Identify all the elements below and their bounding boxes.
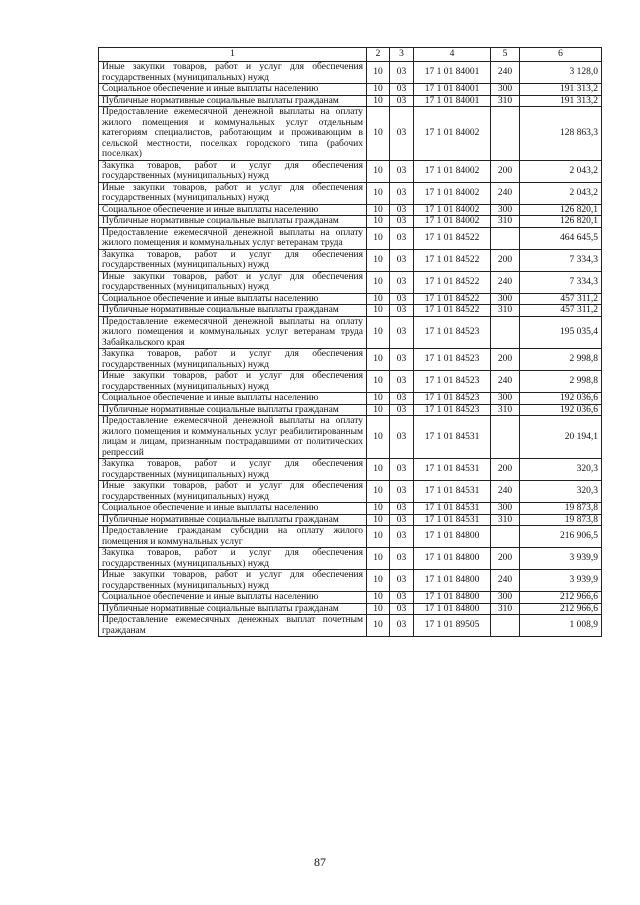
section-code-cell: 10	[367, 293, 390, 305]
amount-cell: 7 334,3	[520, 249, 602, 271]
row-name-cell: Предоставление ежемесячной денежной выплаты на оплату жилого помещения и коммунальных услуг отдельным категориям специалистов, работающим и проживающим в сельской местности, поселках городского типа (рабочих поселках)	[99, 107, 367, 161]
amount-cell: 19 873,8	[520, 514, 602, 526]
table-header-row	[99, 48, 602, 62]
expense-type-cell: 310	[491, 216, 520, 228]
target-article-cell: 17 1 01 84002	[414, 160, 491, 182]
table-row	[99, 416, 602, 459]
expense-type-cell: 300	[491, 393, 520, 405]
table-row	[99, 526, 602, 548]
table-row	[99, 216, 602, 228]
table-row	[99, 570, 602, 592]
expense-type-cell: 300	[491, 84, 520, 96]
row-name-cell: Социальное обеспечение и иные выплаты населению	[99, 84, 367, 96]
expense-type-cell	[491, 615, 520, 637]
table-row	[99, 84, 602, 96]
table-row	[99, 249, 602, 271]
subsection-code-cell: 03	[390, 393, 414, 405]
amount-cell: 212 966,6	[520, 603, 602, 615]
table-row	[99, 271, 602, 293]
row-name-cell: Публичные нормативные социальные выплаты гражданам	[99, 404, 367, 416]
subsection-code-cell: 03	[390, 349, 414, 371]
target-article-cell: 17 1 01 84002	[414, 216, 491, 228]
expense-type-cell: 310	[491, 514, 520, 526]
section-code-cell: 10	[367, 615, 390, 637]
row-name-cell: Социальное обеспечение и иные выплаты населению	[99, 204, 367, 216]
row-name-cell: Публичные нормативные социальные выплаты гражданам	[99, 603, 367, 615]
amount-cell: 464 645,5	[520, 227, 602, 249]
row-name-cell: Публичные нормативные социальные выплаты гражданам	[99, 514, 367, 526]
target-article-cell: 17 1 01 84800	[414, 592, 491, 604]
amount-cell: 3 128,0	[520, 62, 602, 84]
section-code-cell: 10	[367, 216, 390, 228]
table-row	[99, 548, 602, 570]
row-name-cell: Иные закупки товаров, работ и услуг для обеспечения государственных (муниципальных) нужд	[99, 481, 367, 503]
target-article-cell: 17 1 01 84002	[414, 107, 491, 161]
target-article-cell: 17 1 01 84531	[414, 481, 491, 503]
target-article-cell: 17 1 01 84800	[414, 603, 491, 615]
expense-type-cell: 200	[491, 349, 520, 371]
target-article-cell: 17 1 01 84531	[414, 416, 491, 459]
header-cell: 6	[520, 48, 602, 62]
subsection-code-cell: 03	[390, 615, 414, 637]
target-article-cell: 17 1 01 84523	[414, 393, 491, 405]
subsection-code-cell: 03	[390, 62, 414, 84]
row-name-cell: Иные закупки товаров, работ и услуг для обеспечения государственных (муниципальных) нужд	[99, 62, 367, 84]
subsection-code-cell: 03	[390, 514, 414, 526]
expense-type-cell: 240	[491, 182, 520, 204]
target-article-cell: 17 1 01 84522	[414, 305, 491, 317]
subsection-code-cell: 03	[390, 592, 414, 604]
table-row	[99, 603, 602, 615]
expense-type-cell: 300	[491, 503, 520, 515]
row-name-cell: Иные закупки товаров, работ и услуг для обеспечения государственных (муниципальных) нужд	[99, 182, 367, 204]
section-code-cell: 10	[367, 481, 390, 503]
row-name-cell: Предоставление ежемесячной денежной выплаты на оплату жилого помещения и коммунальных услуг ветеранам труда	[99, 227, 367, 249]
table-row	[99, 371, 602, 393]
section-code-cell: 10	[367, 570, 390, 592]
row-name-cell: Публичные нормативные социальные выплаты гражданам	[99, 305, 367, 317]
expense-type-cell	[491, 316, 520, 349]
section-code-cell: 10	[367, 271, 390, 293]
row-name-cell: Иные закупки товаров, работ и услуг для обеспечения государственных (муниципальных) нужд	[99, 271, 367, 293]
expense-type-cell	[491, 416, 520, 459]
subsection-code-cell: 03	[390, 503, 414, 515]
subsection-code-cell: 03	[390, 160, 414, 182]
target-article-cell: 17 1 01 84523	[414, 371, 491, 393]
section-code-cell: 10	[367, 416, 390, 459]
row-name-cell: Иные закупки товаров, работ и услуг для обеспечения государственных (муниципальных) нужд	[99, 570, 367, 592]
amount-cell: 191 313,2	[520, 95, 602, 107]
table-row	[99, 514, 602, 526]
expense-type-cell	[491, 227, 520, 249]
section-code-cell: 10	[367, 227, 390, 249]
section-code-cell: 10	[367, 62, 390, 84]
target-article-cell: 17 1 01 84800	[414, 548, 491, 570]
amount-cell: 1 008,9	[520, 615, 602, 637]
expense-type-cell: 300	[491, 204, 520, 216]
section-code-cell: 10	[367, 249, 390, 271]
section-code-cell: 10	[367, 514, 390, 526]
amount-cell: 192 036,6	[520, 404, 602, 416]
subsection-code-cell: 03	[390, 371, 414, 393]
amount-cell: 216 906,5	[520, 526, 602, 548]
row-name-cell: Социальное обеспечение и иные выплаты населению	[99, 503, 367, 515]
amount-cell: 457 311,2	[520, 305, 602, 317]
table-body	[99, 62, 602, 637]
subsection-code-cell: 03	[390, 603, 414, 615]
expense-type-cell: 200	[491, 160, 520, 182]
amount-cell: 2 998,8	[520, 349, 602, 371]
expense-type-cell	[491, 107, 520, 161]
table-row	[99, 393, 602, 405]
amount-cell: 20 194,1	[520, 416, 602, 459]
section-code-cell: 10	[367, 95, 390, 107]
subsection-code-cell: 03	[390, 216, 414, 228]
subsection-code-cell: 03	[390, 481, 414, 503]
amount-cell: 195 035,4	[520, 316, 602, 349]
target-article-cell: 17 1 01 89505	[414, 615, 491, 637]
section-code-cell: 10	[367, 371, 390, 393]
target-article-cell: 17 1 01 84800	[414, 526, 491, 548]
section-code-cell: 10	[367, 603, 390, 615]
section-code-cell: 10	[367, 459, 390, 481]
table-row	[99, 204, 602, 216]
section-code-cell: 10	[367, 316, 390, 349]
target-article-cell: 17 1 01 84522	[414, 249, 491, 271]
amount-cell: 212 966,6	[520, 592, 602, 604]
row-name-cell: Закупка товаров, работ и услуг для обеспечения государственных (муниципальных) нужд	[99, 548, 367, 570]
header-cell: 4	[414, 48, 491, 62]
target-article-cell: 17 1 01 84531	[414, 459, 491, 481]
table-row	[99, 227, 602, 249]
header-cell: 2	[367, 48, 390, 62]
section-code-cell: 10	[367, 107, 390, 161]
amount-cell: 3 939,9	[520, 548, 602, 570]
target-article-cell: 17 1 01 84002	[414, 182, 491, 204]
subsection-code-cell: 03	[390, 204, 414, 216]
expense-type-cell: 310	[491, 404, 520, 416]
subsection-code-cell: 03	[390, 227, 414, 249]
table-row	[99, 182, 602, 204]
row-name-cell: Социальное обеспечение и иные выплаты населению	[99, 592, 367, 604]
row-name-cell: Иные закупки товаров, работ и услуг для обеспечения государственных (муниципальных) нужд	[99, 371, 367, 393]
table-row	[99, 95, 602, 107]
table-row	[99, 107, 602, 161]
subsection-code-cell: 03	[390, 305, 414, 317]
target-article-cell: 17 1 01 84531	[414, 514, 491, 526]
subsection-code-cell: 03	[390, 182, 414, 204]
table-row	[99, 293, 602, 305]
row-name-cell: Публичные нормативные социальные выплаты гражданам	[99, 95, 367, 107]
expense-type-cell: 240	[491, 271, 520, 293]
amount-cell: 2 998,8	[520, 371, 602, 393]
section-code-cell: 10	[367, 548, 390, 570]
target-article-cell: 17 1 01 84001	[414, 84, 491, 96]
table-row	[99, 404, 602, 416]
subsection-code-cell: 03	[390, 271, 414, 293]
expense-type-cell: 240	[491, 371, 520, 393]
target-article-cell: 17 1 01 84522	[414, 227, 491, 249]
amount-cell: 2 043,2	[520, 182, 602, 204]
subsection-code-cell: 03	[390, 404, 414, 416]
expense-type-cell: 200	[491, 548, 520, 570]
amount-cell: 320,3	[520, 459, 602, 481]
amount-cell: 126 820,1	[520, 216, 602, 228]
subsection-code-cell: 03	[390, 107, 414, 161]
subsection-code-cell: 03	[390, 249, 414, 271]
expense-type-cell	[491, 526, 520, 548]
target-article-cell: 17 1 01 84522	[414, 271, 491, 293]
subsection-code-cell: 03	[390, 526, 414, 548]
section-code-cell: 10	[367, 160, 390, 182]
amount-cell: 126 820,1	[520, 204, 602, 216]
header-cell: 3	[390, 48, 414, 62]
target-article-cell: 17 1 01 84522	[414, 293, 491, 305]
expense-type-cell: 310	[491, 95, 520, 107]
section-code-cell: 10	[367, 204, 390, 216]
table-row	[99, 503, 602, 515]
subsection-code-cell: 03	[390, 416, 414, 459]
expense-type-cell: 240	[491, 62, 520, 84]
table-row	[99, 592, 602, 604]
row-name-cell: Публичные нормативные социальные выплаты гражданам	[99, 216, 367, 228]
row-name-cell: Закупка товаров, работ и услуг для обеспечения государственных (муниципальных) нужд	[99, 459, 367, 481]
header-cell: 1	[99, 48, 367, 62]
expense-type-cell: 300	[491, 592, 520, 604]
table-row	[99, 615, 602, 637]
row-name-cell: Закупка товаров, работ и услуг для обеспечения государственных (муниципальных) нужд	[99, 249, 367, 271]
expense-type-cell: 300	[491, 293, 520, 305]
amount-cell: 457 311,2	[520, 293, 602, 305]
table-row	[99, 481, 602, 503]
amount-cell: 2 043,2	[520, 160, 602, 182]
subsection-code-cell: 03	[390, 548, 414, 570]
header-cell: 5	[491, 48, 520, 62]
section-code-cell: 10	[367, 305, 390, 317]
target-article-cell: 17 1 01 84001	[414, 95, 491, 107]
expense-type-cell: 200	[491, 249, 520, 271]
row-name-cell: Предоставление ежемесячных денежных выплат почетным гражданам	[99, 615, 367, 637]
section-code-cell: 10	[367, 592, 390, 604]
amount-cell: 7 334,3	[520, 271, 602, 293]
expense-type-cell: 310	[491, 603, 520, 615]
subsection-code-cell: 03	[390, 459, 414, 481]
table-row	[99, 349, 602, 371]
section-code-cell: 10	[367, 503, 390, 515]
row-name-cell: Закупка товаров, работ и услуг для обеспечения государственных (муниципальных) нужд	[99, 349, 367, 371]
subsection-code-cell: 03	[390, 95, 414, 107]
section-code-cell: 10	[367, 349, 390, 371]
table-row	[99, 305, 602, 317]
expense-type-cell: 200	[491, 459, 520, 481]
target-article-cell: 17 1 01 84800	[414, 570, 491, 592]
table-row	[99, 316, 602, 349]
subsection-code-cell: 03	[390, 316, 414, 349]
row-name-cell: Предоставление ежемесячной денежной выплаты на оплату жилого помещения и коммунальных услуг ветеранам труда Забайкальского края	[99, 316, 367, 349]
budget-table	[98, 47, 602, 637]
section-code-cell: 10	[367, 182, 390, 204]
subsection-code-cell: 03	[390, 84, 414, 96]
amount-cell: 192 036,6	[520, 393, 602, 405]
row-name-cell: Предоставление гражданам субсидии на оплату жилого помещения и коммунальных услуг	[99, 526, 367, 548]
target-article-cell: 17 1 01 84523	[414, 404, 491, 416]
row-name-cell: Закупка товаров, работ и услуг для обеспечения государственных (муниципальных) нужд	[99, 160, 367, 182]
target-article-cell: 17 1 01 84002	[414, 204, 491, 216]
page-number: 87	[314, 855, 326, 869]
expense-type-cell: 310	[491, 305, 520, 317]
target-article-cell: 17 1 01 84523	[414, 349, 491, 371]
subsection-code-cell: 03	[390, 570, 414, 592]
amount-cell: 128 863,3	[520, 107, 602, 161]
section-code-cell: 10	[367, 526, 390, 548]
table-row	[99, 160, 602, 182]
table-row	[99, 62, 602, 84]
amount-cell: 320,3	[520, 481, 602, 503]
amount-cell: 191 313,2	[520, 84, 602, 96]
row-name-cell: Социальное обеспечение и иные выплаты населению	[99, 393, 367, 405]
subsection-code-cell: 03	[390, 293, 414, 305]
target-article-cell: 17 1 01 84001	[414, 62, 491, 84]
row-name-cell: Предоставление ежемесячной денежной выплаты на оплату жилого помещения и коммунальных услуг реабилитированным лицам и лицам, признанным пострадавшими от политических репрессий	[99, 416, 367, 459]
section-code-cell: 10	[367, 404, 390, 416]
section-code-cell: 10	[367, 84, 390, 96]
expense-type-cell: 240	[491, 570, 520, 592]
section-code-cell: 10	[367, 393, 390, 405]
target-article-cell: 17 1 01 84531	[414, 503, 491, 515]
target-article-cell: 17 1 01 84523	[414, 316, 491, 349]
amount-cell: 19 873,8	[520, 503, 602, 515]
row-name-cell: Социальное обеспечение и иные выплаты населению	[99, 293, 367, 305]
amount-cell: 3 939,9	[520, 570, 602, 592]
expense-type-cell: 240	[491, 481, 520, 503]
table-row	[99, 459, 602, 481]
